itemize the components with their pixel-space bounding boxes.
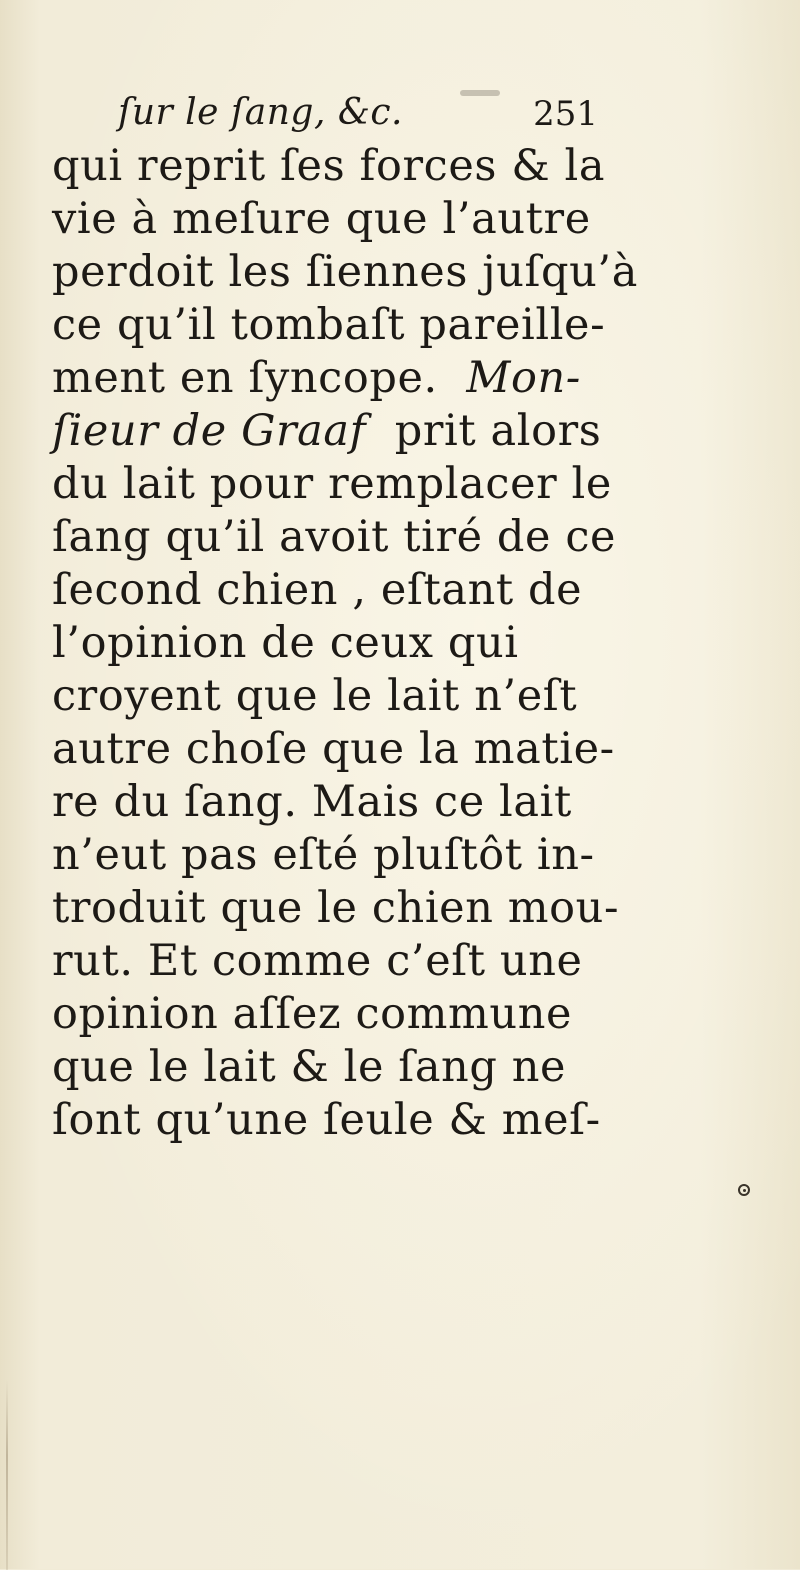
- text-line: perdoit les ſiennes juſqu’à: [52, 247, 638, 297]
- text-line: l’opinion de ceux qui: [52, 618, 519, 668]
- text-line: que le lait & le ſang ne: [52, 1042, 567, 1092]
- text-line: vie à meſure que l’autre: [52, 194, 591, 244]
- italic-name: ſieur de Graaf: [52, 406, 367, 456]
- page-edge-shadow: [6, 1380, 8, 1570]
- running-head: ſur le ſang, &c.: [118, 92, 403, 133]
- text-line: rut. Et comme c’eſt une: [52, 936, 583, 986]
- text-line: n’eut pas eſté pluſtôt in-: [52, 830, 595, 880]
- margin-circle-mark: [738, 1184, 750, 1196]
- page-number: 251: [533, 94, 598, 134]
- text-line: ſang qu’il avoit tiré de ce: [52, 512, 617, 562]
- body-text: [52, 140, 638, 1147]
- text-line: ment en ſyncope. Mon-: [52, 353, 581, 403]
- page-header: [118, 92, 598, 142]
- text-line: ſecond chien , eſtant de: [52, 565, 583, 615]
- text-line: qui reprit ſes forces & la: [52, 141, 606, 191]
- text-line: croyent que le lait n’eſt: [52, 671, 578, 721]
- italic-name: Mon-: [466, 353, 581, 403]
- text-line: opinion aſſez commune: [52, 989, 573, 1039]
- text-line: ſont qu’une ſeule & meſ-: [52, 1095, 601, 1145]
- text-line: re du ſang. Mais ce lait: [52, 777, 572, 827]
- text-line: troduit que le chien mou-: [52, 883, 620, 933]
- text-line: ſieur de Graaf prit alors: [52, 406, 602, 456]
- text-line: autre choſe que la matie-: [52, 724, 615, 774]
- text-line: du lait pour remplacer le: [52, 459, 612, 509]
- text-line: ce qu’il tombaſt pareille-: [52, 300, 606, 350]
